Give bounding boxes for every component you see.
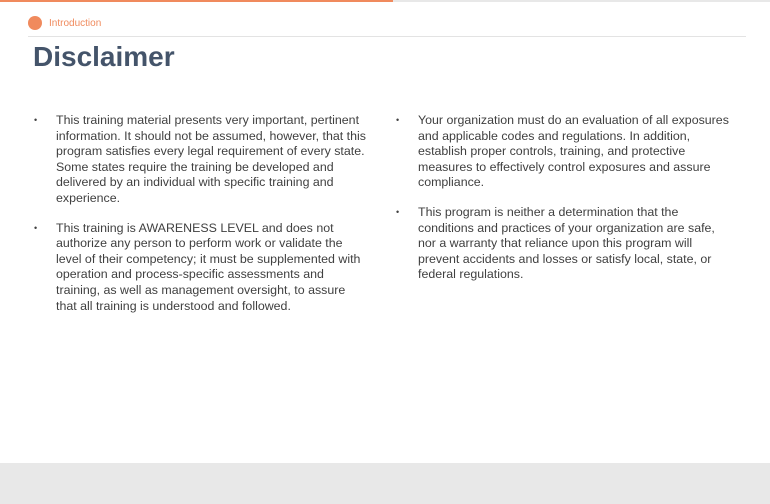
list-item [34,221,366,315]
right-column [396,113,732,297]
bullet-icon: • [396,206,400,217]
list-item-text: This program is neither a determination that the conditions and practices of your organization are safe, nor a warranty that reliance upon this program will prevent accidents and losses or satisfy local, state, or federal regulations. [418,204,715,282]
list-item [396,205,732,283]
list-item [396,113,732,191]
section-indicator [28,14,101,32]
section-dot-icon [28,16,42,30]
footer-band [0,463,770,504]
bullet-icon: • [396,115,400,125]
bullet-icon: • [34,222,38,233]
list-item [34,113,366,207]
section-label: Introduction [49,17,102,29]
bullet-icon: • [34,115,38,125]
list-item-text: This training is AWARENESS LEVEL and does not authorize any person to perform work or validate the level of their competency; it must be supplemented with operation and process-specific assessments and training, as well as management oversight, to assure that all training is understood and followed. [56,220,361,313]
left-column [34,113,366,328]
list-item-text: Your organization must do an evaluation of all exposures and applicable codes and regulations. In addition, establish proper controls, training, and protective measures to effectively control exposures and assure compliance. [418,113,729,190]
list-item-text: This training material presents very important, pertinent information. It should not be assumed, however, that this program satisfies every legal requirement of every state. Some states require the training be developed and delivered by an individual with specific training and experience. [56,113,366,205]
page-title: Disclaimer [33,41,175,72]
top-progress-bar [0,0,770,2]
top-progress-fill [0,0,393,2]
header-divider [28,36,746,37]
